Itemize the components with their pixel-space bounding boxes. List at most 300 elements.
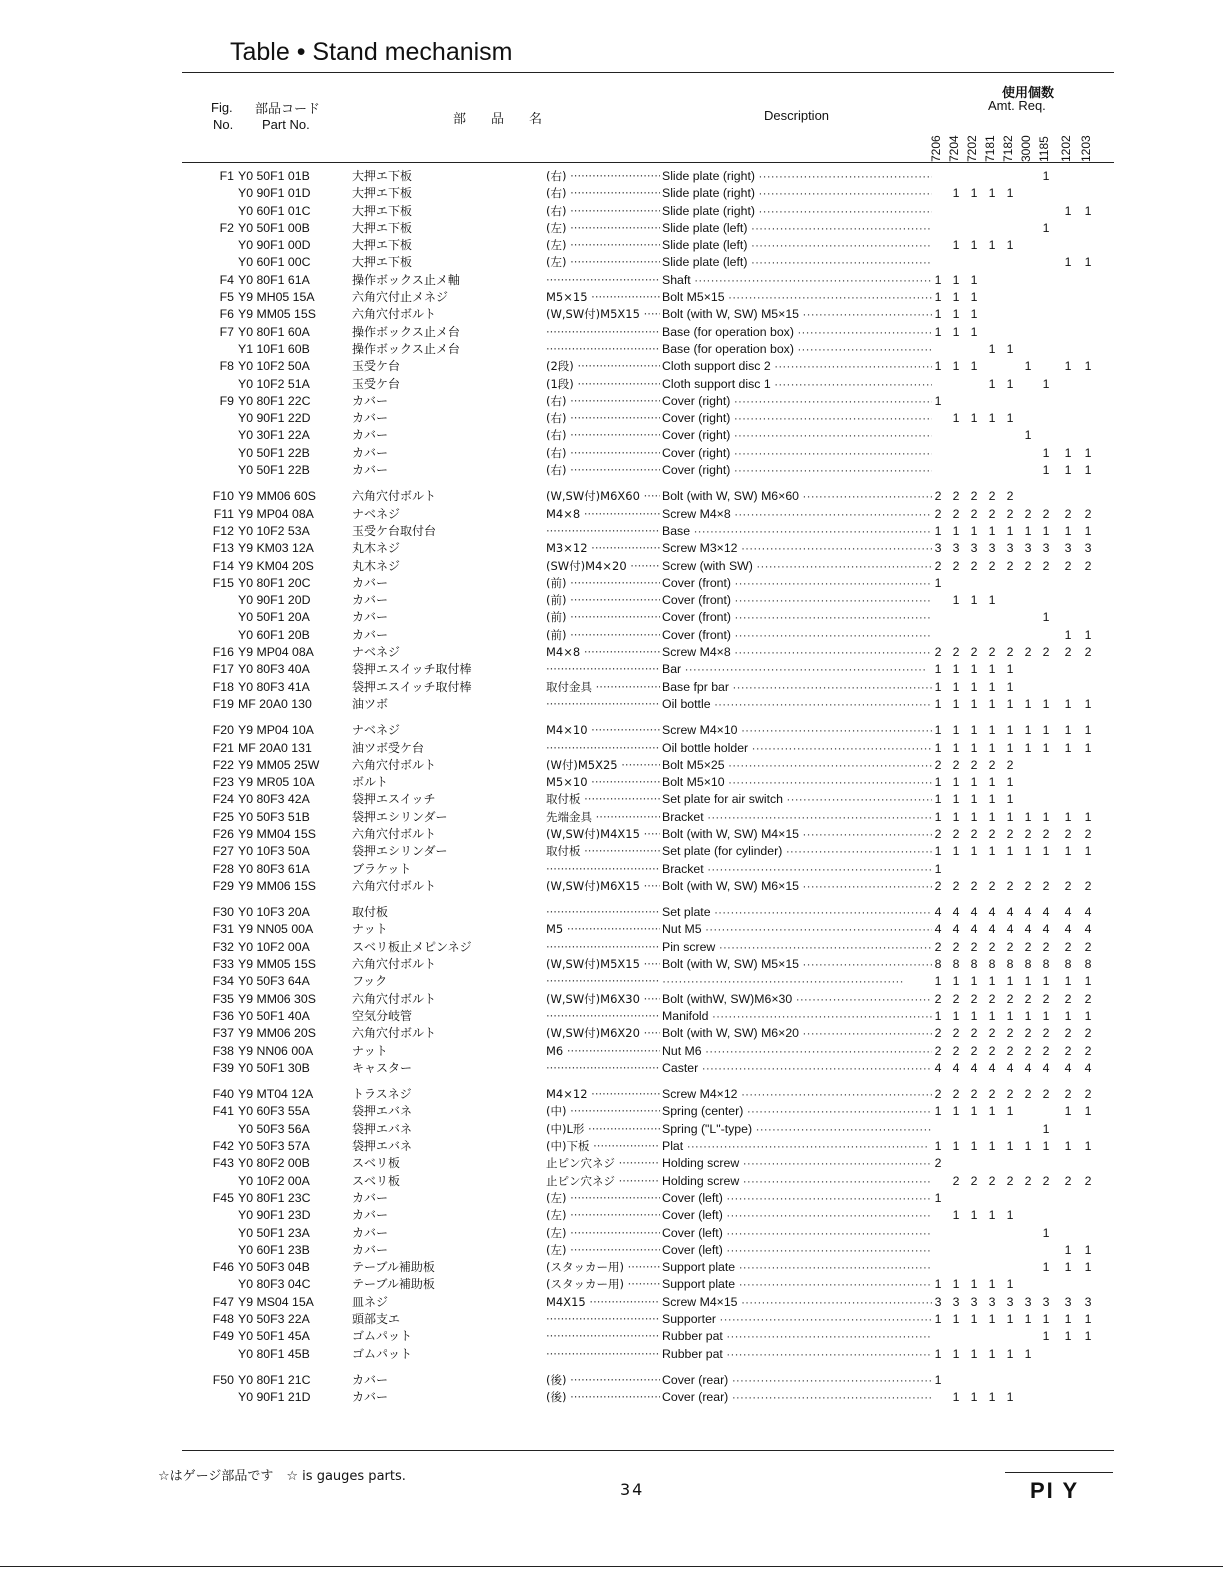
table-row [0, 341, 1223, 358]
qty-cell: 2 [1064, 939, 1072, 954]
qty-cell: 4 [1084, 1060, 1092, 1075]
part-name-jp: 袋押エスイッチ取付棒 [352, 679, 472, 694]
brand-rule [1005, 1472, 1113, 1473]
fig-no: F37 [212, 1026, 234, 1041]
part-note: M4×8 ····· [546, 644, 660, 661]
part-name-jp: 袋押エスイッチ取付棒 [352, 662, 472, 677]
part-note: M4X15 ····· [546, 1294, 660, 1311]
part-note: (左) ····· [546, 237, 660, 254]
qty-cell: 1 [1084, 696, 1092, 711]
part-code-label: 部品コード [255, 102, 321, 117]
table-row [0, 861, 1223, 878]
qty-cell: 1 [1024, 844, 1032, 859]
part-name-jp: ボルト [352, 775, 389, 790]
table-row [0, 237, 1223, 254]
part-no: Y9 MM05 15S [238, 307, 316, 322]
qty-cell: 1 [1084, 740, 1092, 755]
part-name-jp: 玉受ケ台取付台 [352, 523, 437, 538]
part-name-jp: 六角穴付止メネジ [352, 290, 449, 305]
part-note: (SW付)M4×20 ····· [546, 558, 660, 575]
part-no: Y0 10F3 50A [238, 844, 310, 859]
amt-column-header: 7204 [947, 135, 961, 162]
part-name-jp: カバー [352, 1372, 389, 1387]
qty-cell: 4 [970, 1060, 978, 1075]
part-note: 取付板 ····· [546, 791, 660, 808]
part-no: Y0 80F3 61A [238, 861, 310, 876]
part-description: Bolt (with W, SW) M6×20 ····· [662, 1025, 932, 1042]
qty-cell: 1 [1006, 376, 1014, 391]
table-row [0, 1025, 1223, 1042]
amt-column-header: 1203 [1079, 135, 1093, 162]
fig-no: F46 [212, 1260, 234, 1275]
qty-cell: 4 [988, 1060, 996, 1075]
qty-cell: 1 [988, 1008, 996, 1023]
part-note: M6 ····· [546, 1043, 660, 1060]
part-description: Manifold ····· [662, 1008, 932, 1025]
qty-cell: 1 [1006, 844, 1014, 859]
table-row [0, 1225, 1223, 1242]
qty-cell: 1 [970, 740, 978, 755]
part-note: (前) ····· [546, 575, 660, 592]
qty-cell: 1 [970, 1390, 978, 1405]
qty-cell: 1 [988, 740, 996, 755]
qty-cell: 4 [934, 905, 942, 920]
part-no: Y0 80F1 20C [238, 575, 311, 590]
part-description: Cloth support disc 2 ····· [662, 358, 932, 375]
part-note: (W,SW付)M6X60 ····· [546, 488, 660, 505]
part-no: Y9 MM04 15S [238, 826, 316, 841]
part-description: Screw M4×12 ····· [662, 1086, 932, 1103]
qty-cell: 1 [934, 393, 942, 408]
table-row [0, 791, 1223, 808]
qty-cell: 1 [1042, 1329, 1050, 1344]
fig-no: F33 [212, 957, 234, 972]
part-name-jp: 六角穴付ボルト [352, 826, 437, 841]
table-row [0, 991, 1223, 1008]
fig-no: F20 [212, 723, 234, 738]
part-name-jp: カバー [352, 610, 389, 625]
qty-cell: 2 [1042, 1026, 1050, 1041]
part-description: Cover (right) ····· [662, 410, 932, 427]
row-spacer [0, 479, 1223, 488]
part-note [546, 904, 660, 921]
qty-cell: 2 [952, 558, 960, 573]
qty-cell: 1 [1042, 1008, 1050, 1023]
part-name-jp: カバー [352, 1242, 389, 1257]
qty-cell: 2 [952, 1173, 960, 1188]
part-description: Cover (rear) ····· [662, 1389, 932, 1406]
qty-cell: 1 [1084, 1242, 1092, 1257]
qty-cell: 4 [970, 905, 978, 920]
part-name-jp: 六角穴付ボルト [352, 489, 437, 504]
qty-cell: 1 [952, 523, 960, 538]
part-description: Support plate ····· [662, 1276, 932, 1293]
qty-cell: 2 [970, 506, 978, 521]
qty-cell: 1 [970, 723, 978, 738]
qty-cell: 2 [1024, 1173, 1032, 1188]
part-name-jp: 操作ボックス止メ台 [352, 341, 460, 356]
part-no: Y0 80F1 45B [238, 1346, 310, 1361]
part-name-jp: 六角穴付ボルト [352, 991, 437, 1006]
part-note: (W,SW付)M6X20 ····· [546, 1025, 660, 1042]
fig-no: F36 [212, 1008, 234, 1023]
qty-cell: 3 [1084, 1294, 1092, 1309]
part-description: Set plate ····· [662, 904, 932, 921]
part-name-jp: キャスター [352, 1060, 413, 1075]
qty-cell: 1 [1006, 792, 1014, 807]
part-description: Slide plate (left) ····· [662, 237, 932, 254]
part-note: M5×10 ····· [546, 774, 660, 791]
part-note: (右) ····· [546, 168, 660, 185]
qty-cell: 2 [1042, 878, 1050, 893]
qty-cell: 1 [970, 974, 978, 989]
qty-cell: 1 [952, 411, 960, 426]
part-description: Bolt M5×10 ····· [662, 774, 932, 791]
qty-cell: 1 [1024, 974, 1032, 989]
qty-cell: 1 [952, 792, 960, 807]
part-note [546, 696, 660, 713]
part-note: (W,SW付)M5X15 ····· [546, 956, 660, 973]
table-row [0, 1242, 1223, 1259]
part-no: Y9 MM06 60S [238, 489, 316, 504]
fig-no: F17 [212, 662, 234, 677]
qty-cell: 1 [1024, 1008, 1032, 1023]
part-note: M5×15 ····· [546, 289, 660, 306]
part-name-jp: 大押エ下板 [352, 169, 413, 183]
qty-cell: 1 [1006, 411, 1014, 426]
fig-no: F15 [212, 575, 234, 590]
fig-no: F25 [212, 809, 234, 824]
qty-cell: 2 [1006, 1173, 1014, 1188]
table-row [0, 740, 1223, 757]
row-spacer [0, 713, 1223, 722]
part-description: Cover (left) ····· [662, 1225, 932, 1242]
part-note [546, 523, 660, 540]
qty-cell: 2 [952, 1043, 960, 1058]
qty-cell: 1 [1084, 1008, 1092, 1023]
qty-cell: 2 [934, 645, 942, 660]
qty-cell: 1 [970, 186, 978, 201]
part-name-jp: 袋押エバネ [352, 1121, 413, 1136]
qty-cell: 1 [1064, 1329, 1072, 1344]
part-note: (前) ····· [546, 592, 660, 609]
qty-cell: 1 [970, 1208, 978, 1223]
qty-cell: 2 [970, 1087, 978, 1102]
qty-cell: 1 [934, 974, 942, 989]
amt-column-header: 7206 [929, 135, 943, 162]
part-note: 先端金具 ····· [546, 809, 660, 826]
qty-cell: 1 [1042, 445, 1050, 460]
qty-cell: 2 [1024, 506, 1032, 521]
part-no: Y0 60F1 01C [238, 203, 311, 218]
table-row [0, 289, 1223, 306]
part-no: Y1 10F1 60B [238, 341, 310, 356]
qty-cell: 1 [934, 359, 942, 374]
part-no: Y0 90F1 22D [238, 411, 311, 426]
part-note: (中)下板 ····· [546, 1138, 660, 1155]
qty-cell: 2 [934, 939, 942, 954]
part-name-jp: 大押エ下板 [352, 186, 413, 201]
part-description: Cover (front) ····· [662, 592, 932, 609]
qty-cell: 1 [1042, 220, 1050, 235]
qty-cell: 1 [988, 1139, 996, 1154]
part-note: (左) ····· [546, 1242, 660, 1259]
qty-cell: 3 [1064, 541, 1072, 556]
qty-cell: 2 [1024, 878, 1032, 893]
part-name-jp: カバー [352, 593, 389, 608]
qty-cell: 1 [1006, 1208, 1014, 1223]
qty-cell: 1 [1024, 740, 1032, 755]
part-no: Y0 80F1 21C [238, 1372, 311, 1387]
qty-cell: 1 [970, 1139, 978, 1154]
table-row [0, 1173, 1223, 1190]
qty-cell: 2 [1064, 506, 1072, 521]
qty-cell: 1 [970, 290, 978, 305]
amt-column-header: 7202 [965, 135, 979, 162]
qty-cell: 1 [1064, 1260, 1072, 1275]
part-no: Y0 80F3 42A [238, 792, 310, 807]
table-row [0, 956, 1223, 973]
part-note: 取付板 ····· [546, 843, 660, 860]
table-row [0, 324, 1223, 341]
qty-cell: 2 [988, 1026, 996, 1041]
part-note [546, 1008, 660, 1025]
qty-cell: 2 [1042, 1043, 1050, 1058]
part-no: Y0 50F3 51B [238, 809, 310, 824]
qty-cell: 1 [1006, 809, 1014, 824]
part-description: Bolt (with W, SW) M6×60 ····· [662, 488, 932, 505]
part-description: Bolt (with W, SW) M5×15 ····· [662, 306, 932, 323]
qty-cell: 1 [952, 1277, 960, 1292]
part-name-jp: トラスネジ [352, 1087, 412, 1102]
qty-cell: 2 [1006, 506, 1014, 521]
part-note: (後) ····· [546, 1372, 660, 1389]
qty-cell: 2 [1084, 939, 1092, 954]
part-no: Y0 50F1 00B [238, 220, 310, 235]
part-name-jp: 袋押エバネ [352, 1104, 413, 1119]
part-description: Slide plate (left) ····· [662, 220, 932, 237]
qty-cell: 1 [970, 775, 978, 790]
table-row [0, 558, 1223, 575]
qty-cell: 2 [1024, 1087, 1032, 1102]
qty-cell: 2 [970, 489, 978, 504]
part-name-jp: 丸木ネジ [352, 541, 401, 556]
qty-cell: 2 [1064, 991, 1072, 1006]
part-note: (左) ····· [546, 254, 660, 271]
qty-cell: 1 [970, 696, 978, 711]
qty-cell: 3 [1006, 541, 1014, 556]
part-description: Oil bottle holder ····· [662, 740, 932, 757]
qty-cell: 3 [1042, 541, 1050, 556]
brand-mark: PI Y [1030, 1478, 1080, 1503]
part-description: Holding screw ····· [662, 1155, 932, 1172]
qty-cell: 1 [988, 238, 996, 253]
qty-cell: 2 [1024, 1043, 1032, 1058]
part-description: Bracket ····· [662, 861, 932, 878]
part-description: Base (for operation box) ····· [662, 324, 932, 341]
part-no: Y0 50F1 40A [238, 1008, 310, 1023]
part-note: (中) ····· [546, 1103, 660, 1120]
qty-cell: 2 [952, 878, 960, 893]
qty-cell: 1 [1084, 723, 1092, 738]
part-note: (W,SW付)M5X15 ····· [546, 306, 660, 323]
qty-cell: 1 [1006, 1139, 1014, 1154]
part-description: Bolt M5×15 ····· [662, 289, 932, 306]
qty-cell: 2 [952, 645, 960, 660]
part-description: Supporter ····· [662, 1311, 932, 1328]
qty-cell: 1 [952, 272, 960, 287]
part-description: Slide plate (left) ····· [662, 254, 932, 271]
fig-no: F42 [212, 1139, 234, 1154]
qty-cell: 2 [952, 1026, 960, 1041]
qty-cell: 2 [1042, 645, 1050, 660]
qty-cell: 2 [1006, 878, 1014, 893]
qty-cell: 2 [934, 1087, 942, 1102]
part-name-jp: 操作ボックス止メ軸 [352, 272, 460, 287]
part-note [546, 861, 660, 878]
table-end-rule [182, 1450, 1114, 1451]
qty-cell: 2 [1006, 991, 1014, 1006]
qty-cell: 1 [934, 679, 942, 694]
part-no: Y0 50F3 57A [238, 1139, 310, 1154]
amt-column-header: 7182 [1001, 135, 1015, 162]
part-description: Cover (right) ····· [662, 462, 932, 479]
table-row [0, 1103, 1223, 1120]
table-row [0, 1389, 1223, 1406]
part-name-jp: 大押エ下板 [352, 203, 413, 218]
qty-cell: 1 [952, 290, 960, 305]
part-no: Y0 50F1 23A [238, 1225, 310, 1240]
qty-cell: 2 [952, 506, 960, 521]
table-row [0, 939, 1223, 956]
fig-no: F4 [219, 272, 234, 287]
qty-cell: 1 [970, 307, 978, 322]
part-no: Y0 10F3 20A [238, 905, 310, 920]
fig-no: F27 [212, 844, 234, 859]
part-note: (右) ····· [546, 427, 660, 444]
table-row [0, 1138, 1223, 1155]
qty-cell: 3 [1024, 1294, 1032, 1309]
qty-cell: 2 [1084, 826, 1092, 841]
part-name-jp: カバー [352, 393, 389, 408]
qty-cell: 1 [934, 844, 942, 859]
fig-no: F48 [212, 1312, 234, 1326]
part-name-jp: 六角穴付ボルト [352, 878, 437, 893]
qty-cell: 2 [934, 1043, 942, 1058]
qty-cell: 2 [934, 1156, 942, 1171]
part-description: Screw (with SW) ····· [662, 558, 932, 575]
qty-cell: 1 [1084, 255, 1092, 270]
qty-cell: 2 [1024, 558, 1032, 573]
qty-cell: 2 [970, 826, 978, 841]
part-no: Y0 80F3 40A [238, 662, 310, 677]
qty-cell: 3 [1042, 1294, 1050, 1309]
qty-cell: 1 [988, 186, 996, 201]
part-description: Bolt (with W, SW) M5×15 ····· [662, 956, 932, 973]
header-rule [182, 162, 1114, 163]
qty-cell: 1 [1064, 445, 1072, 460]
part-no: Y9 MT04 12A [238, 1087, 314, 1102]
qty-cell: 1 [934, 1104, 942, 1119]
qty-cell: 1 [970, 1104, 978, 1119]
qty-cell: 2 [970, 991, 978, 1006]
qty-cell: 8 [1042, 957, 1050, 972]
qty-cell: 2 [970, 757, 978, 772]
qty-cell: 1 [988, 1208, 996, 1223]
part-name-jp: テーブル補助板 [352, 1260, 435, 1275]
part-name-jp: カバー [352, 428, 389, 443]
qty-cell: 1 [1024, 1346, 1032, 1361]
part-description: Cover (right) ····· [662, 427, 932, 444]
table-row [0, 722, 1223, 739]
qty-cell: 1 [1006, 974, 1014, 989]
part-note: (左) ····· [546, 1207, 660, 1224]
part-name-jp: ブラケット [352, 861, 412, 876]
qty-cell: 2 [1006, 826, 1014, 841]
qty-cell: 1 [1064, 809, 1072, 824]
qty-cell: 2 [1042, 1087, 1050, 1102]
part-note: (左) ····· [546, 1225, 660, 1242]
part-no: Y0 50F1 45A [238, 1329, 310, 1344]
part-no: Y0 10F2 51A [238, 376, 310, 391]
qty-cell: 2 [970, 878, 978, 893]
qty-cell: 2 [1006, 1087, 1014, 1102]
qty-cell: 4 [1024, 922, 1032, 937]
part-name-jp: 玉受ケ台 [352, 376, 401, 391]
qty-cell: 1 [1024, 1312, 1032, 1326]
fig-no: F40 [212, 1087, 234, 1102]
part-no: Y0 30F1 22A [238, 428, 310, 443]
part-description: Support plate ····· [662, 1259, 932, 1276]
part-no: Y9 MP04 08A [238, 506, 314, 521]
qty-cell: 1 [952, 1390, 960, 1405]
qty-cell: 1 [1064, 523, 1072, 538]
qty-cell: 1 [1084, 809, 1092, 824]
qty-cell: 1 [1084, 1104, 1092, 1119]
part-note: M4×10 ····· [546, 722, 660, 739]
part-name-jp: 大押エ下板 [352, 255, 413, 270]
qty-cell: 1 [934, 575, 942, 590]
part-name-jp: カバー [352, 627, 389, 642]
qty-cell: 4 [988, 922, 996, 937]
part-note: (中)L形 ····· [546, 1121, 660, 1138]
qty-cell: 1 [970, 523, 978, 538]
table-row [0, 1086, 1223, 1103]
qty-cell: 1 [1064, 1008, 1072, 1023]
qty-cell: 1 [988, 662, 996, 677]
qty-cell: 8 [988, 957, 996, 972]
part-no: Y9 KM03 12A [238, 541, 314, 556]
part-no: Y0 90F1 21D [238, 1390, 311, 1405]
part-description: Shaft ····· [662, 272, 932, 289]
qty-cell: 1 [934, 662, 942, 677]
part-note: (前) ····· [546, 609, 660, 626]
qty-cell: 2 [1084, 558, 1092, 573]
part-no: Y0 10F2 00A [238, 1173, 310, 1188]
qty-cell: 1 [952, 662, 960, 677]
part-no: Y0 10F2 50A [238, 359, 310, 374]
qty-cell: 2 [1006, 939, 1014, 954]
part-no: Y0 50F1 30B [238, 1060, 310, 1075]
part-description: Spring (center) ····· [662, 1103, 932, 1120]
qty-cell: 1 [1042, 376, 1050, 391]
fig-no: F41 [212, 1104, 234, 1119]
qty-cell: 4 [1024, 1060, 1032, 1075]
table-row [0, 843, 1223, 860]
qty-cell: 1 [988, 844, 996, 859]
fig-no: F19 [212, 696, 234, 711]
qty-cell: 2 [1084, 878, 1092, 893]
